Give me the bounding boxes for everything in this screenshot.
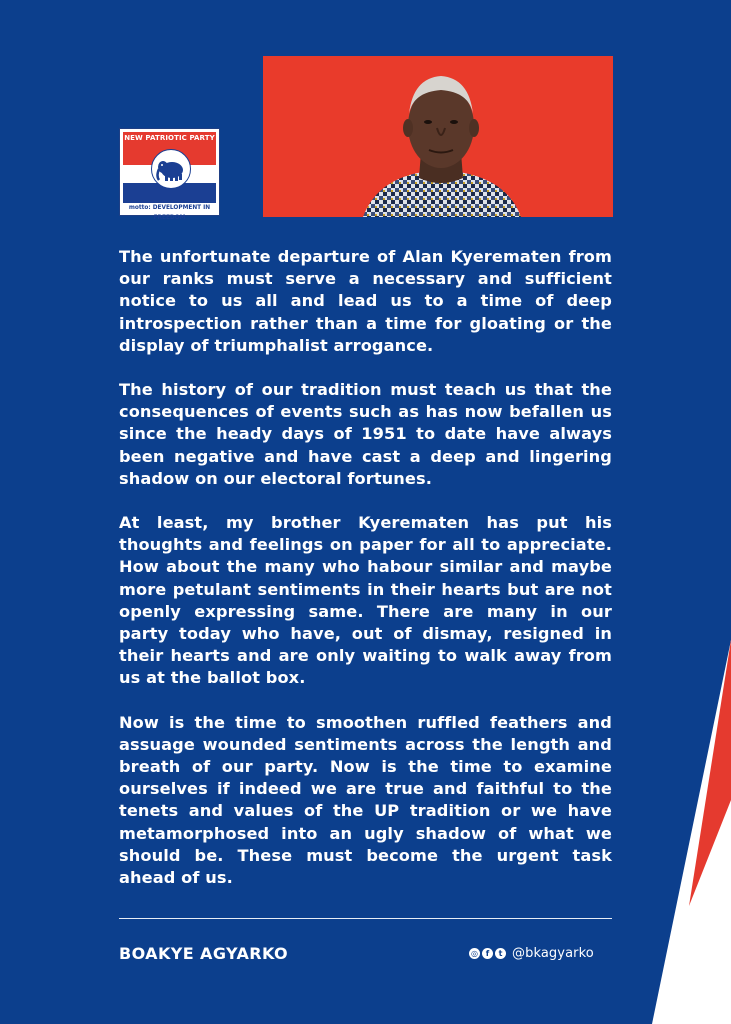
instagram-icon[interactable]: ◎ (469, 948, 480, 959)
paragraph-2: The history of our tradition must teach us that the consequences of events such as has now befallen us since the heady days of 1951 to date have always been negative and have cast a deep and lingering shadow on our electoral fortunes. (119, 380, 612, 488)
paragraph-3: At least, my brother Kyerematen has put his thoughts and feelings on paper for all to appreciate. How about the many who habour similar and maybe more petulant sentiments in their hearts but are not openly expressing same. There are many in our party today who have, out of dismay, resigned in their hearts and are only waiting to walk away from us at the ballot box. (119, 513, 612, 688)
elephant-icon (151, 149, 191, 189)
author-name: BOAKYE AGYARKO (119, 944, 289, 963)
twitter-icon[interactable]: t (495, 948, 506, 959)
paragraph-1: The unfortunate departure of Alan Kyerematen from our ranks must serve a necessary and sufficient notice to us all and lead us to a time of deep introspection rather than a time for gloating or the display of triumphalist arrogance. (119, 247, 612, 355)
portrait-photo (263, 56, 613, 217)
footer-divider (119, 918, 612, 919)
statement-text (119, 246, 612, 911)
portrait-icon (263, 56, 613, 217)
logo-motto: motto: DEVELOPMENT IN FREEDOM (123, 203, 216, 213)
paragraph-4: Now is the time to smoothen ruffled feathers and assuage wounded sentiments across the length and breath of our party. Now is the time to examine ourselves if indeed we are true and faithful to the tenets and values of the UP tradition or we have metamorphosed into an ugly shadow of what we should be. These must become the urgent task ahead of us. (119, 712, 612, 888)
social-handle[interactable]: @bkagyarko (512, 945, 594, 961)
facebook-icon[interactable]: f (482, 948, 493, 959)
logo-party-name: NEW PATRIOTIC PARTY (123, 132, 216, 145)
social-links (469, 943, 594, 963)
party-logo (119, 128, 220, 221)
